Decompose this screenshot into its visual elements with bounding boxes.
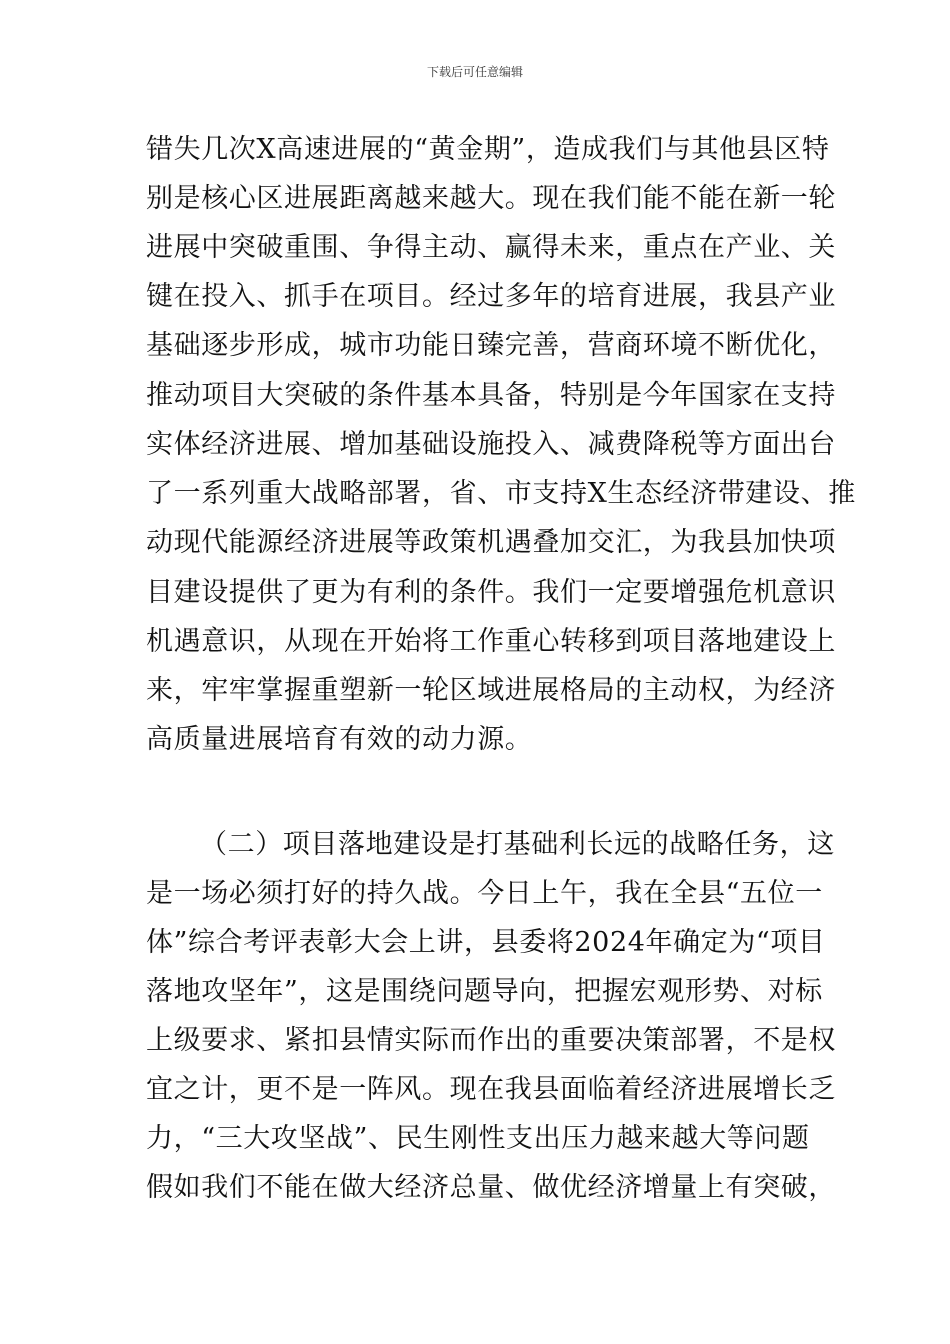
text-line: 键在投入、抓手在项目。经过多年的培育进展，我县产业 [146,281,836,312]
text-line: 别是核心区进展距离越来越大。现在我们能不能在新一轮 [146,183,836,214]
text-line: 进展中突破重围、争得主动、赢得未来，重点在产业、关 [146,232,836,263]
text-line: 基础逐步形成，城市功能日臻完善，营商环境不断优化， [146,330,836,361]
text-line: 错失几次X高速进展的“黄金期”，造成我们与其他县区特 [146,134,830,165]
text-line: 来，牢牢掌握重塑新一轮区域进展格局的主动权，为经济 [146,675,836,706]
text-line: 落地攻坚年”，这是围绕问题导向，把握宏观形势、对标 [146,976,823,1007]
text-line: 宜之计，更不是一阵风。现在我县面临着经济进展增长乏 [146,1074,836,1105]
page-header: 下载后可任意编辑 [426,65,523,79]
text-line: 力，“三大攻坚战”、民生刚性支出压力越来越大等问题 [146,1123,810,1154]
text-line: 机遇意识，从现在开始将工作重心转移到项目落地建设上 [146,626,836,657]
text-line: 了一系列重大战略部署，省、市支持X生态经济带建设、推 [146,478,856,509]
text-line: 推动项目大突破的条件基本具备，特别是今年国家在支持 [146,380,836,411]
text-line: 实体经济进展、增加基础设施投入、减费降税等方面出台 [146,429,836,460]
text-line: 上级要求、紧扣县情实际而作出的重要决策部署，不是权 [146,1025,836,1056]
text-line-indented: （二）项目落地建设是打基础利长远的战略任务，这 [200,829,835,860]
text-line: 体”综合考评表彰大会上讲，县委将2024年确定为“项目 [146,927,826,958]
text-line: 是一场必须打好的持久战。今日上午，我在全县“五位一 [146,878,823,909]
text-line: 高质量进展培育有效的动力源。 [146,724,533,755]
text-line: 假如我们不能在做大经济总量、做优经济增量上有突破， [146,1172,836,1203]
text-line: 目建设提供了更为有利的条件。我们一定要增强危机意识 [146,577,836,608]
text-line: 动现代能源经济进展等政策机遇叠加交汇，为我县加快项 [146,527,836,558]
